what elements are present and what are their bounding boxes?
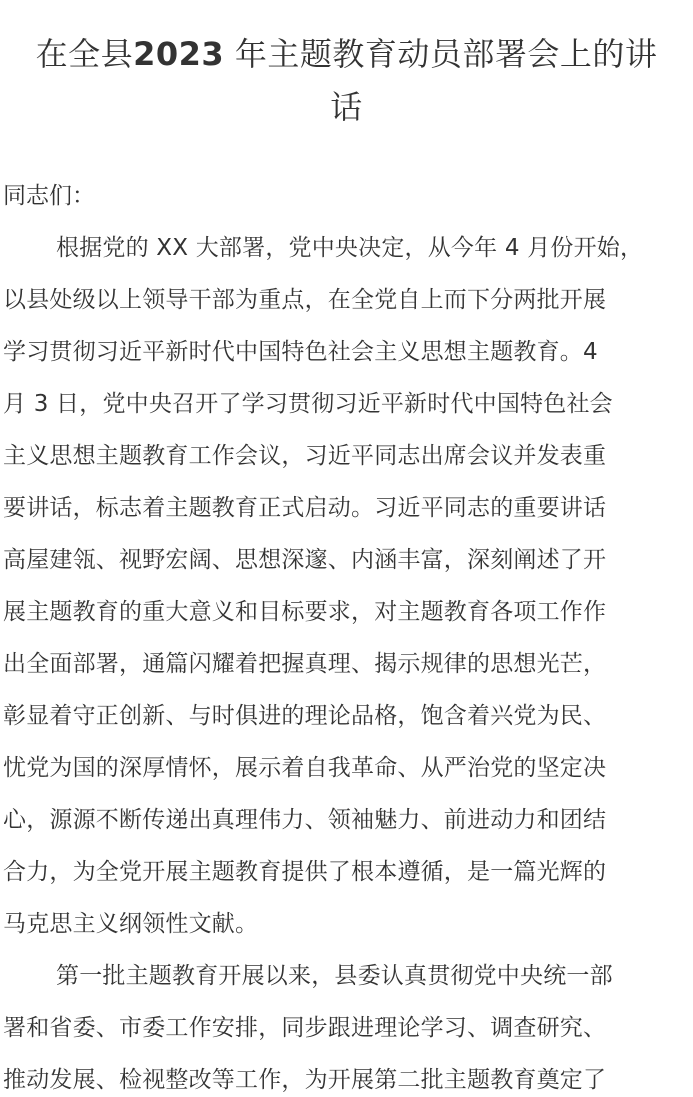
paragraph-line: 彰显着守正创新、与时俱进的理论品格，饱含着兴党为民、 — [3, 703, 607, 729]
title-wrap: 话 — [330, 88, 363, 126]
paragraph-line: 以县处级以上领导干部为重点，在全党自上而下分两批开展 — [3, 287, 607, 313]
document-body — [0, 170, 693, 1097]
paragraph-line: 月 3 日，党中央召开了学习贯彻习近平新时代中国特色社会 — [3, 391, 613, 417]
document-title — [0, 0, 693, 134]
paragraph-line: 马克思主义纲领性文献。 — [3, 911, 259, 937]
paragraph-1 — [3, 222, 690, 950]
paragraph-line: 根据党的 XX 大部署，党中央决定，从今年 4 月份开始， — [56, 235, 644, 261]
paragraph-line: 心，源源不断传递出真理伟力、领袖魅力、前进动力和团结 — [3, 807, 607, 833]
paragraph-line: 学习贯彻习近平新时代中国特色社会主义思想主题教育。4 — [3, 339, 598, 365]
paragraph-line: 主义思想主题教育工作会议，习近平同志出席会议并发表重 — [3, 443, 607, 469]
paragraph-line: 合力，为全党开展主题教育提供了根本遵循，是一篇光辉的 — [3, 859, 607, 885]
paragraph-line: 署和省委、市委工作安排，同步跟进理论学习、调查研究、 — [3, 1015, 607, 1041]
paragraph-line: 要讲话，标志着主题教育正式启动。习近平同志的重要讲话 — [3, 495, 607, 521]
paragraph-line: 展主题教育的重大意义和目标要求，对主题教育各项工作作 — [3, 599, 607, 625]
paragraph-line: 忧党为国的深厚情怀，展示着自我革命、从严治党的坚定决 — [3, 755, 607, 781]
paragraph-line: 高屋建瓴、视野宏阔、思想深邃、内涵丰富，深刻阐述了开 — [3, 547, 607, 573]
paragraph-line: 推动发展、检视整改等工作，为开展第二批主题教育奠定了 — [3, 1067, 607, 1093]
paragraph-line: 第一批主题教育开展以来，县委认真贯彻党中央统一部 — [56, 963, 613, 989]
paragraph-2 — [3, 950, 690, 1097]
salutation: 同志们： — [3, 183, 95, 209]
paragraph-line: 出全面部署，通篇闪耀着把握真理、揭示规律的思想光芒， — [3, 651, 607, 677]
title-year: 2023 — [133, 35, 225, 73]
title-prefix: 在全县 — [35, 35, 134, 73]
title-rest: 年主题教育动员部署会上的讲 — [224, 35, 658, 73]
